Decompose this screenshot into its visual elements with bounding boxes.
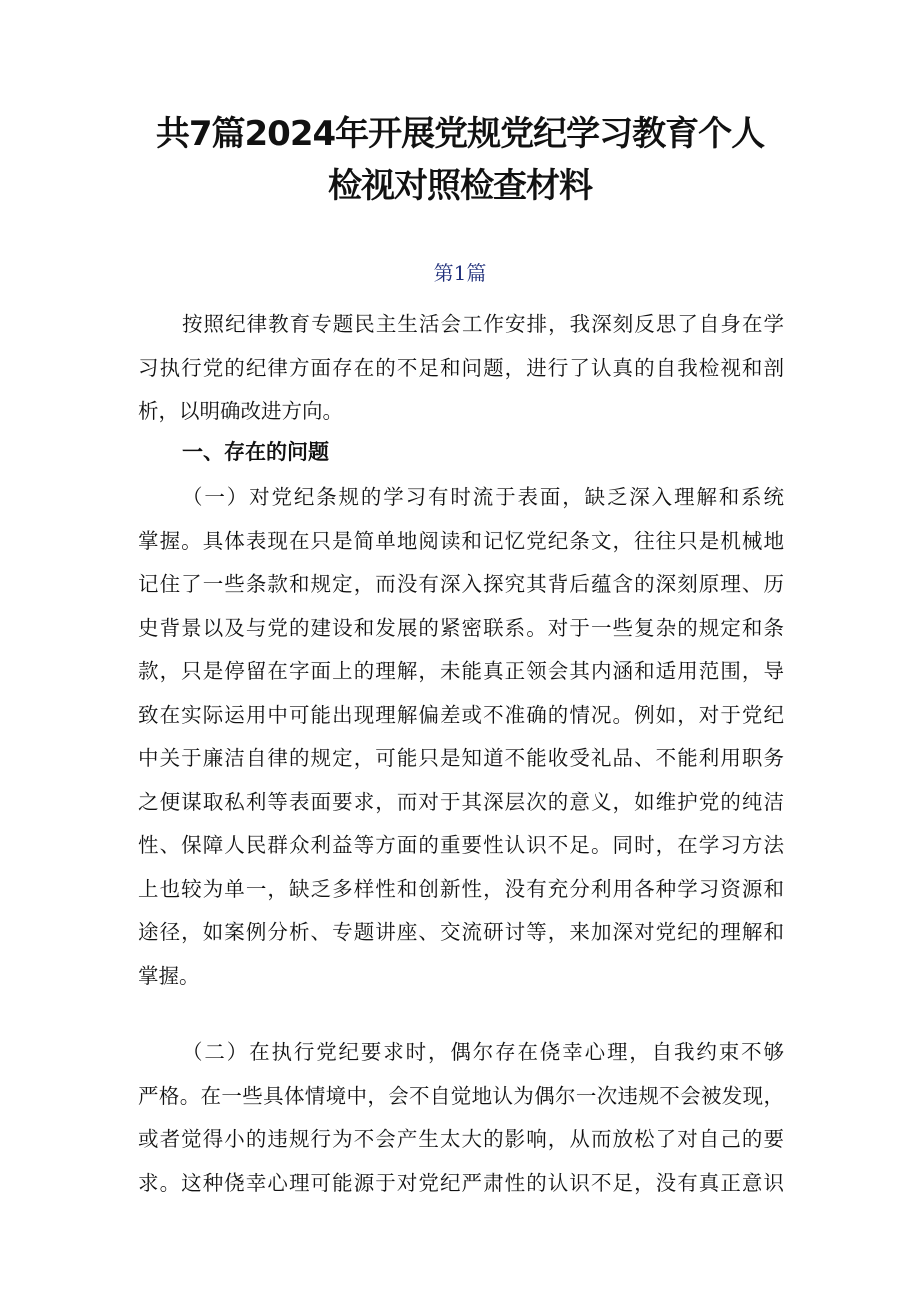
heading-existing-problems: 一、存在的问题 [182, 440, 329, 464]
paragraph-2-line: （二）在执行党纪要求时，偶尔存在侥幸心理，自我约束不够 [182, 1040, 784, 1064]
paragraph-1-line: 之便谋取私利等表面要求，而对于其深层次的意义，如维护党的纯洁 [138, 789, 784, 814]
document-title [110, 108, 810, 212]
paragraph-1-line: 款，只是停留在字面上的理解，未能真正领会其内涵和适用范围，导 [138, 659, 784, 683]
paragraph-2 [138, 1031, 784, 1205]
paragraph-1-line: 掌握。 [138, 963, 200, 988]
paragraph-1-line: （一）对党纪条规的学习有时流于表面，缺乏深入理解和系统 [182, 485, 784, 509]
intro-line: 习执行党的纪律方面存在的不足和问题，进行了认真的自我检视和剖 [138, 355, 784, 380]
paragraph-2-line: 求。这种侥幸心理可能源于对党纪严肃性的认识不足，没有真正意识 [138, 1170, 784, 1195]
paragraph-1-line: 中关于廉洁自律的规定，可能只是知道不能收受礼品、不能利用职务 [138, 746, 784, 770]
paragraph-1 [138, 476, 784, 998]
paragraph-2-line: 严格。在一些具体情境中，会不自觉地认为偶尔一次违规不会被发现， [138, 1083, 784, 1108]
intro-paragraph [138, 303, 784, 434]
section-label: 第1篇 [433, 261, 487, 285]
paragraph-1-line: 上也较为单一，缺乏多样性和创新性，没有充分利用各种学习资源和 [138, 876, 784, 901]
paragraph-1-line: 性、保障人民群众利益等方面的重要性认识不足。同时，在学习方法 [138, 833, 784, 857]
paragraph-1-line: 史背景以及与党的建设和发展的紧密联系。对于一些复杂的规定和条 [138, 615, 784, 640]
paragraph-1-line: 掌握。具体表现在只是简单地阅读和记忆党纪条文，往往只是机械地 [138, 528, 784, 553]
paragraph-1-line: 记住了一些条款和规定，而没有深入探究其背后蕴含的深刻原理、历 [138, 572, 784, 596]
paragraph-1-line: 致在实际运用中可能出现理解偏差或不准确的情况。例如，对于党纪 [138, 702, 784, 727]
document-title-line-2: 检视对照检查材料 [328, 166, 592, 206]
intro-line: 按照纪律教育专题民主生活会工作安排，我深刻反思了自身在学 [182, 312, 784, 336]
intro-line: 析，以明确改进方向。 [138, 399, 343, 423]
document-title-line-1: 共7篇2024年开展党规党纪学习教育个人 [155, 114, 765, 154]
paragraph-1-line: 途径，如案例分析、专题讲座、交流研讨等，来加深对党纪的理解和 [138, 920, 784, 944]
paragraph-2-line: 或者觉得小的违规行为不会产生太大的影响，从而放松了对自己的要 [138, 1127, 784, 1151]
